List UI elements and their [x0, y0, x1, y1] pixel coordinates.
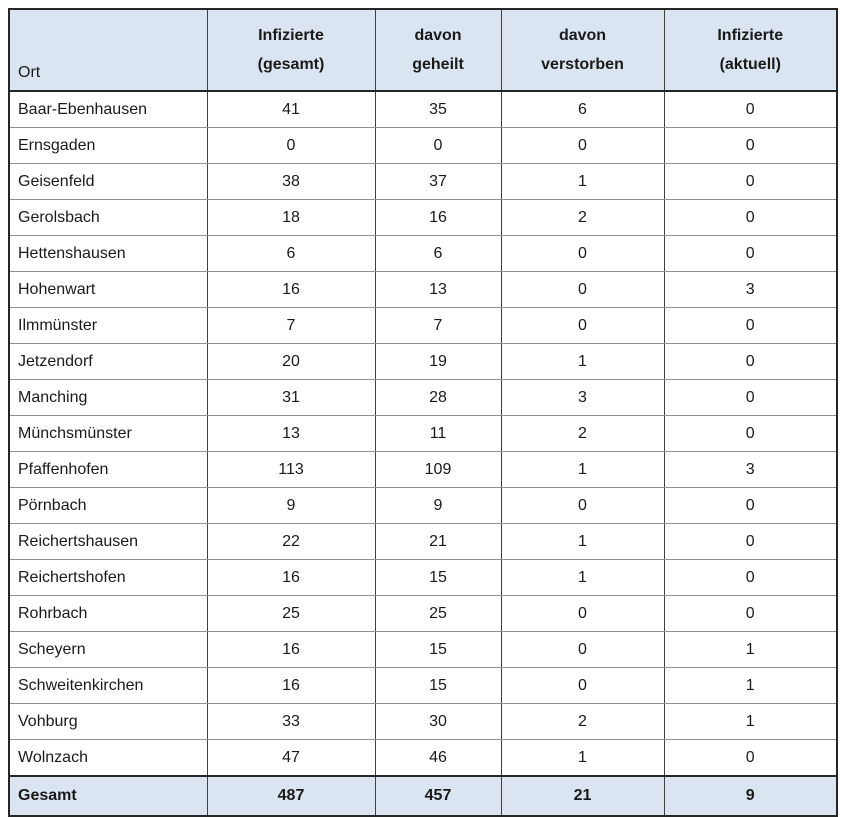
cell-geheilt: 11	[375, 416, 501, 452]
table-row	[9, 596, 837, 632]
cell-gesamt: 33	[207, 704, 375, 740]
cell-aktuell: 0	[664, 596, 837, 632]
cell-gesamt: 20	[207, 344, 375, 380]
cell-geheilt: 46	[375, 740, 501, 777]
table-row	[9, 236, 837, 272]
cell-geheilt: 30	[375, 704, 501, 740]
cell-verstorben: 0	[501, 632, 664, 668]
header-line: (aktuell)	[719, 56, 781, 73]
cell-geheilt: 109	[375, 452, 501, 488]
cell-gesamt: 31	[207, 380, 375, 416]
cell-ort: Reichertshausen	[9, 524, 207, 560]
cell-aktuell: 0	[664, 308, 837, 344]
table-row	[9, 416, 837, 452]
cell-verstorben: 0	[501, 236, 664, 272]
header-infizierte-gesamt	[207, 9, 375, 91]
cell-verstorben: 2	[501, 704, 664, 740]
cell-aktuell: 0	[664, 416, 837, 452]
cell-geheilt: 28	[375, 380, 501, 416]
cell-gesamt: 13	[207, 416, 375, 452]
cell-geheilt: 19	[375, 344, 501, 380]
cell-gesamt: 7	[207, 308, 375, 344]
cell-verstorben: 0	[501, 128, 664, 164]
cell-aktuell: 0	[664, 488, 837, 524]
cell-ort: Pfaffenhofen	[9, 452, 207, 488]
cell-verstorben: 0	[501, 596, 664, 632]
cell-gesamt: 0	[207, 128, 375, 164]
cell-gesamt: 16	[207, 632, 375, 668]
cell-ort: Ilmmünster	[9, 308, 207, 344]
cell-geheilt: 7	[375, 308, 501, 344]
cell-ort: Hettenshausen	[9, 236, 207, 272]
cell-gesamt: 25	[207, 596, 375, 632]
total-label: Gesamt	[9, 776, 207, 816]
header-line: geheilt	[412, 56, 464, 73]
cell-ort: Manching	[9, 380, 207, 416]
table-row	[9, 452, 837, 488]
cell-verstorben: 1	[501, 560, 664, 596]
cell-verstorben: 2	[501, 200, 664, 236]
cell-ort: Ernsgaden	[9, 128, 207, 164]
cell-ort: Jetzendorf	[9, 344, 207, 380]
table-row	[9, 128, 837, 164]
cell-aktuell: 0	[664, 128, 837, 164]
cell-aktuell: 0	[664, 740, 837, 777]
table-row	[9, 272, 837, 308]
cell-gesamt: 41	[207, 91, 375, 128]
cell-gesamt: 16	[207, 668, 375, 704]
cell-gesamt: 18	[207, 200, 375, 236]
cell-geheilt: 6	[375, 236, 501, 272]
cell-verstorben: 2	[501, 416, 664, 452]
cell-aktuell: 0	[664, 380, 837, 416]
table-row	[9, 488, 837, 524]
cell-gesamt: 47	[207, 740, 375, 777]
header-line: davon	[414, 27, 462, 44]
table-row	[9, 91, 837, 128]
cell-geheilt: 0	[375, 128, 501, 164]
cell-aktuell: 0	[664, 91, 837, 128]
cell-aktuell: 1	[664, 704, 837, 740]
header-line: (gesamt)	[257, 56, 325, 73]
table-row	[9, 524, 837, 560]
table-row	[9, 380, 837, 416]
cell-ort: Reichertshofen	[9, 560, 207, 596]
cell-ort: Scheyern	[9, 632, 207, 668]
cell-geheilt: 16	[375, 200, 501, 236]
header-line: Infizierte	[258, 27, 324, 44]
cell-ort: Rohrbach	[9, 596, 207, 632]
cell-verstorben: 1	[501, 740, 664, 777]
cell-ort: Baar-Ebenhausen	[9, 91, 207, 128]
cell-geheilt: 15	[375, 560, 501, 596]
header-davon-verstorben	[501, 9, 664, 91]
table-row	[9, 164, 837, 200]
cell-gesamt: 9	[207, 488, 375, 524]
cell-aktuell: 0	[664, 200, 837, 236]
cell-ort: Hohenwart	[9, 272, 207, 308]
cell-geheilt: 9	[375, 488, 501, 524]
cell-ort: Geisenfeld	[9, 164, 207, 200]
cell-verstorben: 0	[501, 488, 664, 524]
cell-gesamt: 16	[207, 560, 375, 596]
cell-verstorben: 1	[501, 452, 664, 488]
cell-verstorben: 1	[501, 344, 664, 380]
cell-geheilt: 35	[375, 91, 501, 128]
cell-ort: Münchsmünster	[9, 416, 207, 452]
cell-aktuell: 0	[664, 164, 837, 200]
cell-gesamt: 38	[207, 164, 375, 200]
cell-geheilt: 25	[375, 596, 501, 632]
cell-aktuell: 0	[664, 524, 837, 560]
table-row	[9, 632, 837, 668]
cell-gesamt: 6	[207, 236, 375, 272]
cell-ort: Gerolsbach	[9, 200, 207, 236]
cell-aktuell: 3	[664, 272, 837, 308]
table-row	[9, 560, 837, 596]
cell-aktuell: 0	[664, 560, 837, 596]
cell-gesamt: 16	[207, 272, 375, 308]
cell-geheilt: 21	[375, 524, 501, 560]
table-row	[9, 200, 837, 236]
cell-aktuell: 0	[664, 236, 837, 272]
table-row	[9, 740, 837, 777]
table-row	[9, 344, 837, 380]
cell-geheilt: 13	[375, 272, 501, 308]
header-line: davon	[558, 27, 607, 44]
cell-ort: Wolnzach	[9, 740, 207, 777]
header-davon-geheilt	[375, 9, 501, 91]
header-row	[9, 9, 837, 91]
cell-ort: Pörnbach	[9, 488, 207, 524]
covid-statistics-table	[8, 8, 838, 817]
cell-aktuell: 0	[664, 344, 837, 380]
cell-verstorben: 0	[501, 272, 664, 308]
cell-geheilt: 37	[375, 164, 501, 200]
total-row	[9, 776, 837, 816]
cell-verstorben: 0	[501, 668, 664, 704]
cell-ort: Vohburg	[9, 704, 207, 740]
cell-gesamt: 113	[207, 452, 375, 488]
header-line: verstorben	[541, 56, 624, 73]
table-body	[9, 91, 837, 776]
header-line: Infizierte	[717, 27, 784, 44]
cell-ort: Schweitenkirchen	[9, 668, 207, 704]
cell-geheilt: 15	[375, 668, 501, 704]
header-infizierte-aktuell	[664, 9, 837, 91]
table-row	[9, 668, 837, 704]
header-ort: Ort	[9, 9, 207, 91]
table-row	[9, 704, 837, 740]
cell-verstorben: 0	[501, 308, 664, 344]
cell-verstorben: 6	[501, 91, 664, 128]
total-davon-geheilt: 457	[375, 776, 501, 816]
cell-verstorben: 1	[501, 164, 664, 200]
cell-aktuell: 3	[664, 452, 837, 488]
total-davon-verstorben: 21	[501, 776, 664, 816]
cell-verstorben: 3	[501, 380, 664, 416]
cell-gesamt: 22	[207, 524, 375, 560]
cell-geheilt: 15	[375, 632, 501, 668]
total-infizierte-aktuell: 9	[664, 776, 837, 816]
cell-aktuell: 1	[664, 632, 837, 668]
cell-aktuell: 1	[664, 668, 837, 704]
table-row	[9, 308, 837, 344]
cell-verstorben: 1	[501, 524, 664, 560]
total-infizierte-gesamt: 487	[207, 776, 375, 816]
